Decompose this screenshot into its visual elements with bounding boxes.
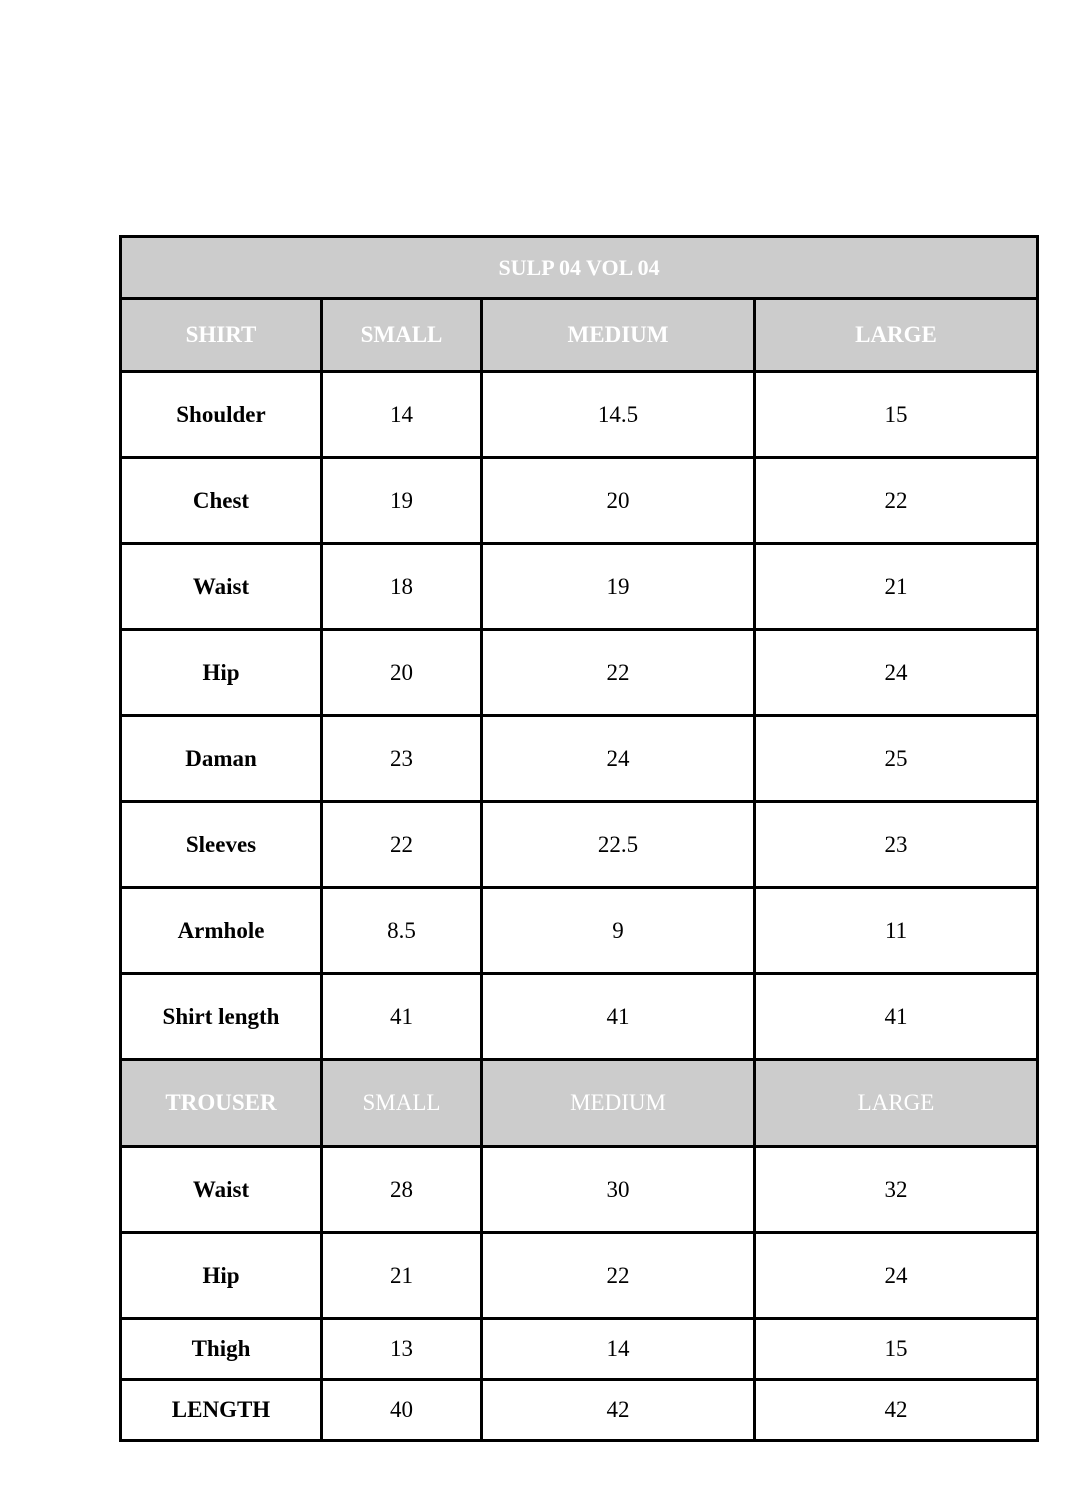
trouser-header-label: TROUSER <box>121 1060 322 1147</box>
shirt-row-shoulder <box>121 372 1038 458</box>
value-large: 32 <box>755 1147 1038 1233</box>
value-large: 42 <box>755 1380 1038 1441</box>
trouser-row-waist <box>121 1147 1038 1233</box>
row-label: Hip <box>121 630 322 716</box>
trouser-header-medium: MEDIUM <box>482 1060 755 1147</box>
row-label: Hip <box>121 1233 322 1319</box>
row-label: Shoulder <box>121 372 322 458</box>
value-large: 24 <box>755 1233 1038 1319</box>
row-label: Daman <box>121 716 322 802</box>
trouser-row-length <box>121 1380 1038 1441</box>
value-medium: 14 <box>482 1319 755 1380</box>
trouser-header-large: LARGE <box>755 1060 1038 1147</box>
trouser-row-hip <box>121 1233 1038 1319</box>
value-large: 41 <box>755 974 1038 1060</box>
value-large: 22 <box>755 458 1038 544</box>
value-large: 21 <box>755 544 1038 630</box>
value-medium: 19 <box>482 544 755 630</box>
value-medium: 41 <box>482 974 755 1060</box>
row-label: Chest <box>121 458 322 544</box>
shirt-row-chest <box>121 458 1038 544</box>
value-small: 28 <box>322 1147 482 1233</box>
shirt-header-label: SHIRT <box>121 299 322 372</box>
shirt-row-hip <box>121 630 1038 716</box>
value-small: 22 <box>322 802 482 888</box>
value-small: 8.5 <box>322 888 482 974</box>
trouser-row-thigh <box>121 1319 1038 1380</box>
value-medium: 22 <box>482 630 755 716</box>
value-small: 21 <box>322 1233 482 1319</box>
value-medium: 22 <box>482 1233 755 1319</box>
value-medium: 14.5 <box>482 372 755 458</box>
trouser-header-row <box>121 1060 1038 1147</box>
shirt-row-sleeves <box>121 802 1038 888</box>
table-title-row <box>121 237 1038 299</box>
value-large: 15 <box>755 1319 1038 1380</box>
value-small: 19 <box>322 458 482 544</box>
value-medium: 24 <box>482 716 755 802</box>
trouser-header-small: SMALL <box>322 1060 482 1147</box>
shirt-header-large: LARGE <box>755 299 1038 372</box>
value-large: 23 <box>755 802 1038 888</box>
shirt-row-daman <box>121 716 1038 802</box>
value-small: 20 <box>322 630 482 716</box>
value-medium: 30 <box>482 1147 755 1233</box>
value-medium: 20 <box>482 458 755 544</box>
row-label: Thigh <box>121 1319 322 1380</box>
row-label: Armhole <box>121 888 322 974</box>
shirt-row-armhole <box>121 888 1038 974</box>
value-small: 13 <box>322 1319 482 1380</box>
row-label: Sleeves <box>121 802 322 888</box>
value-medium: 22.5 <box>482 802 755 888</box>
value-medium: 42 <box>482 1380 755 1441</box>
value-small: 23 <box>322 716 482 802</box>
row-label: LENGTH <box>121 1380 322 1441</box>
value-medium: 9 <box>482 888 755 974</box>
value-large: 15 <box>755 372 1038 458</box>
value-large: 11 <box>755 888 1038 974</box>
value-large: 25 <box>755 716 1038 802</box>
shirt-row-shirt-length <box>121 974 1038 1060</box>
value-large: 24 <box>755 630 1038 716</box>
row-label: Waist <box>121 1147 322 1233</box>
shirt-header-small: SMALL <box>322 299 482 372</box>
row-label: Waist <box>121 544 322 630</box>
shirt-header-row <box>121 299 1038 372</box>
value-small: 41 <box>322 974 482 1060</box>
row-label: Shirt length <box>121 974 322 1060</box>
value-small: 18 <box>322 544 482 630</box>
value-small: 14 <box>322 372 482 458</box>
size-chart-table <box>119 235 1039 1442</box>
table-title: SULP 04 VOL 04 <box>121 237 1038 299</box>
shirt-header-medium: MEDIUM <box>482 299 755 372</box>
shirt-row-waist <box>121 544 1038 630</box>
value-small: 40 <box>322 1380 482 1441</box>
